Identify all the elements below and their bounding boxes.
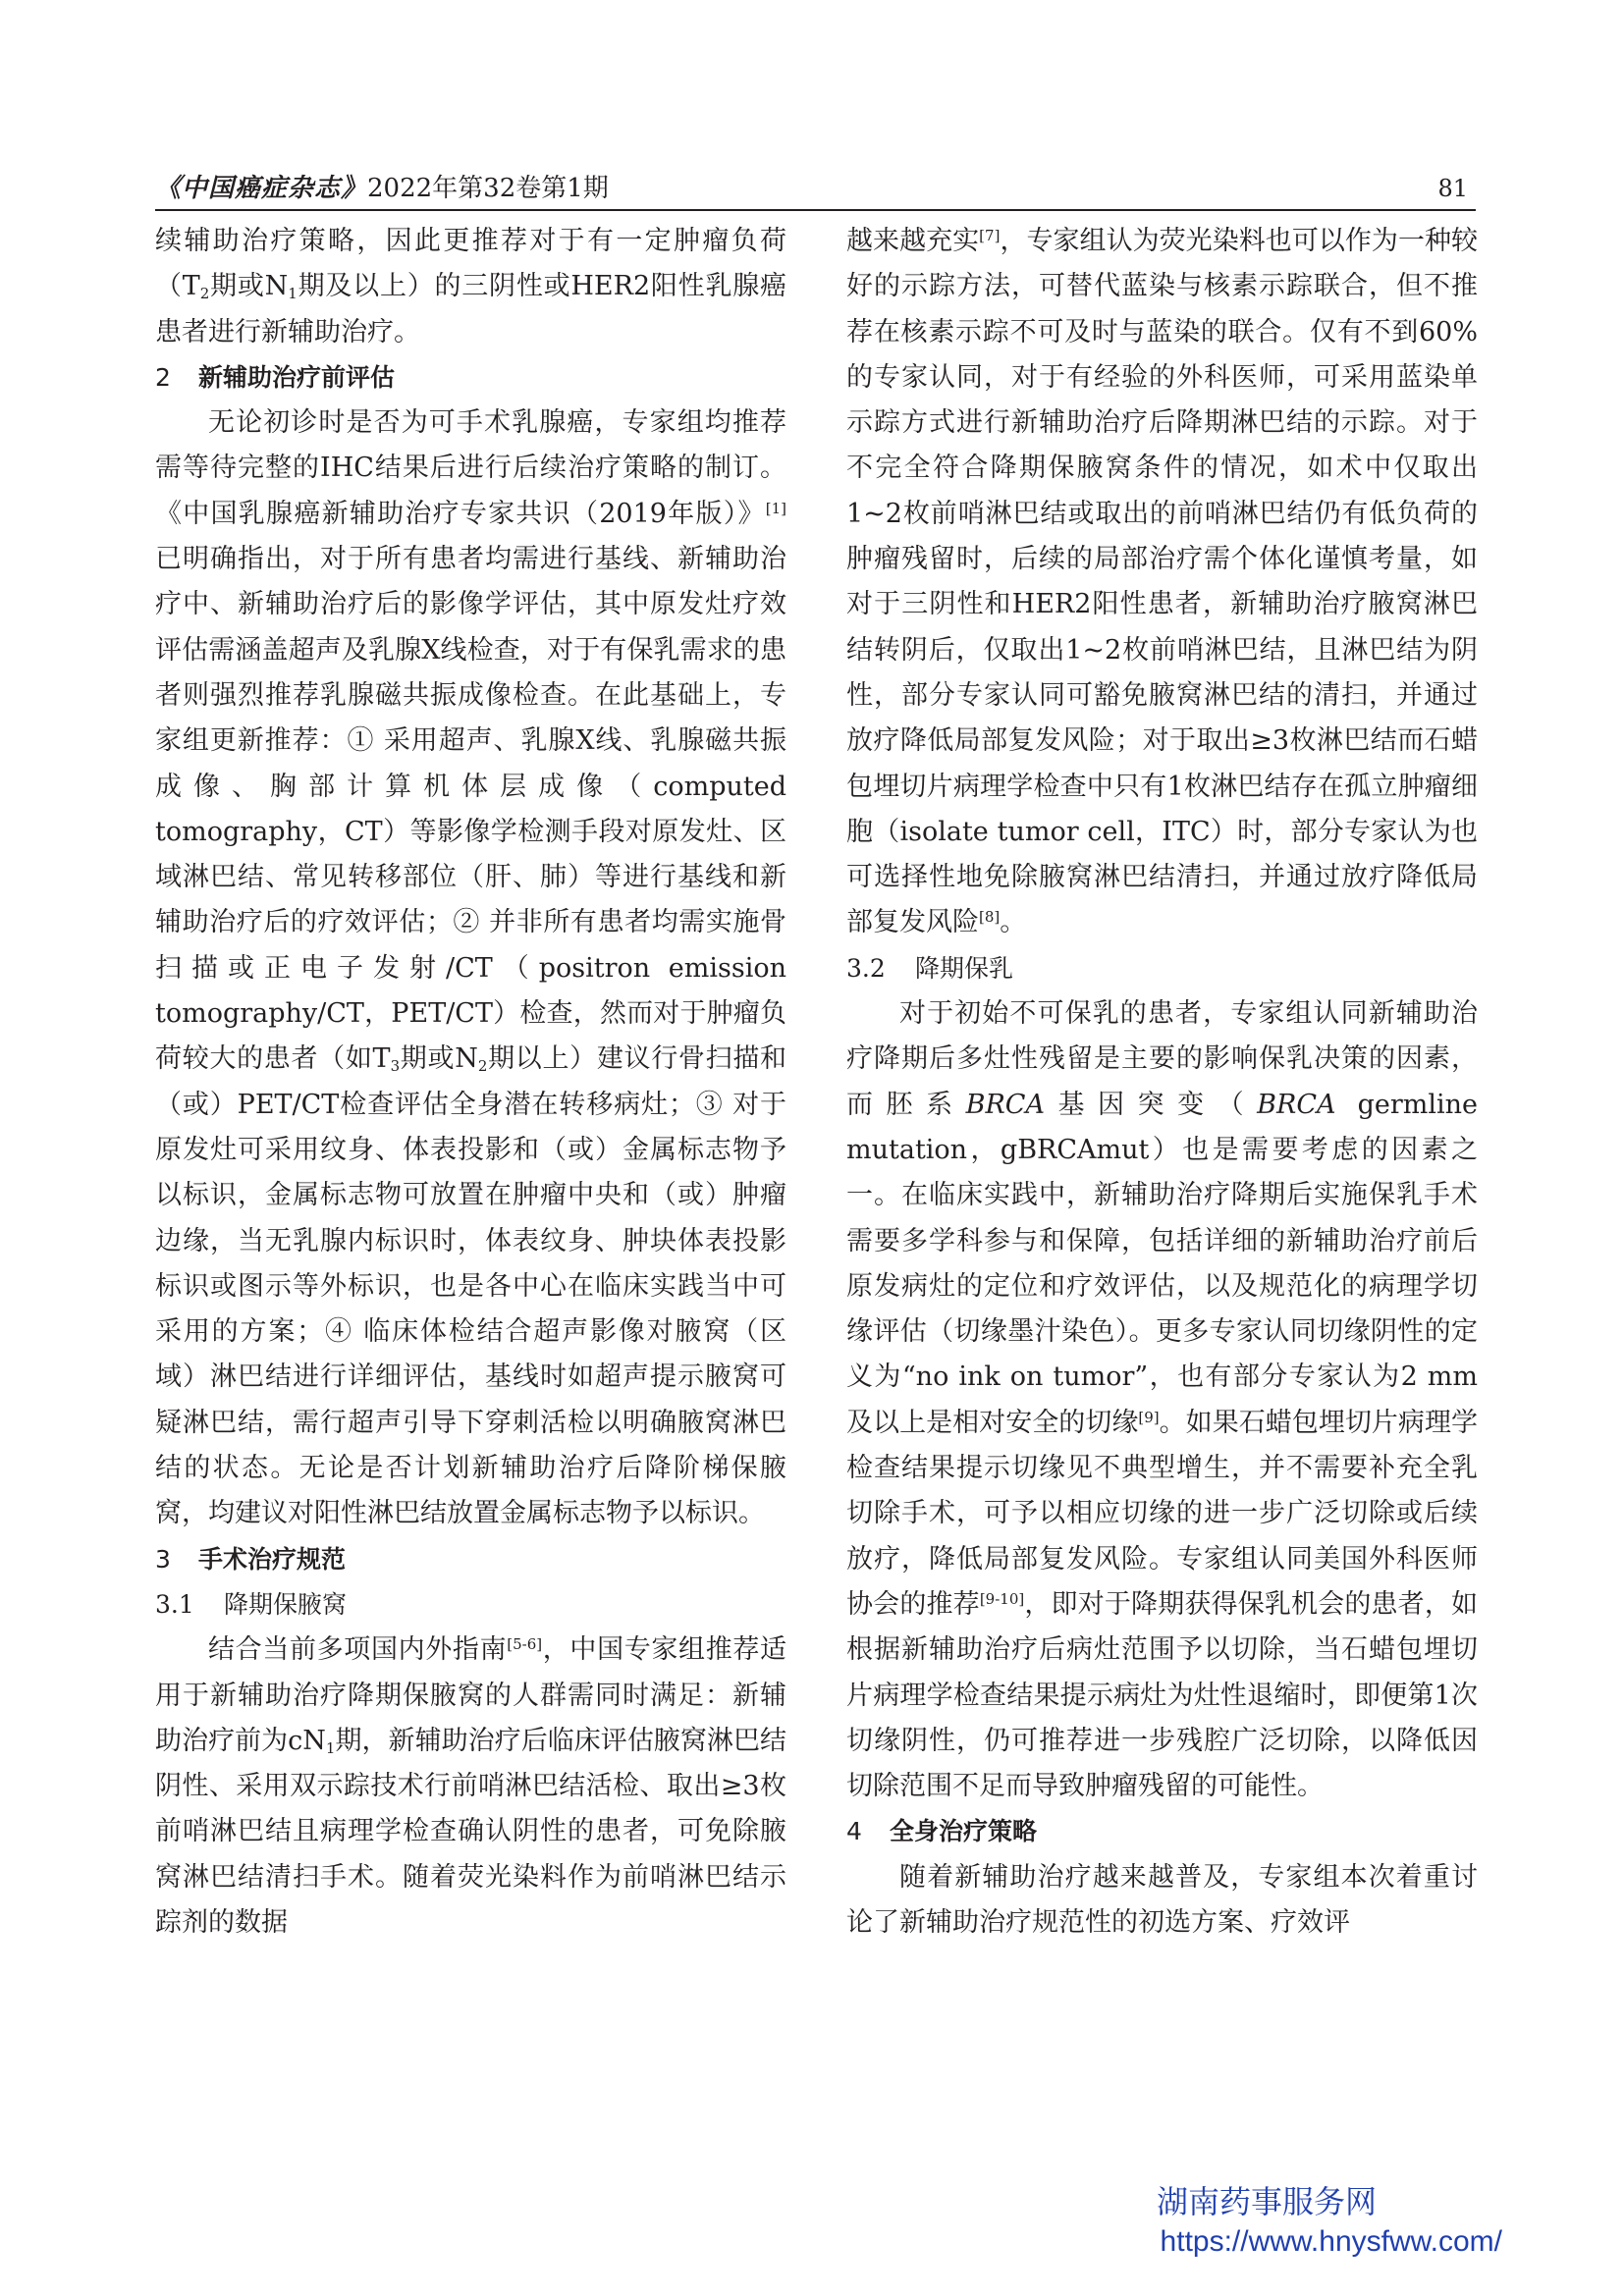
section-heading-3: 3 手术治疗规范 [155, 1544, 347, 1574]
citation-link[interactable]: [8] [979, 908, 1001, 927]
left-column [155, 219, 786, 1946]
section-heading-2: 2 新辅助治疗前评估 [155, 362, 396, 392]
citation-link[interactable]: [9] [1138, 1408, 1160, 1426]
watermark-url[interactable]: https://www.hnysfww.com/ [1160, 2225, 1502, 2258]
paragraph: 续辅助治疗策略，因此更推荐对于有一定肿瘤负荷（$T_2$期或$N_1$期及以上）的三阴性或HER2阳性乳腺癌患者进行新辅助治疗。 [155, 226, 787, 347]
paragraph: 无论初诊时是否为可手术乳腺癌，专家组均推荐需等待完整的IHC结果后进行后续治疗策略的制订。《中国乳腺癌新辅助治疗专家共识（2019年版）》[1]已明确指出，对于所有患者均需进行基线、新辅助治疗中、新辅助治疗后的影像学评估，其中原发灶疗效评估需涵盖超声及乳腺X线检查，对于有保乳需求的患者则强烈推荐乳腺磁共振成像检查。在此基础上，专家组更新推荐：① 采用超声、乳腺X线、乳腺磁共振成像、胸部计算机体层成像（computed tomography，CT）等影像学检测手段对原发灶、区域淋巴结、常见转移部位（肝、肺）等进行基线和新辅助治疗后的疗效评估；② 并非所有患者均需实施骨扫描或正电子发射/CT（positron emission tomography/CT，PET/CT）检查，然而对于肿瘤负荷较大的患者（如$T_3$期或$N_2$期以上）建议行骨扫描和（或）PET/CT检查评估全身潜在转移病灶；③ 对于原发灶可采用纹身、体表投影和（或）金属标志物予以标识，金属标志物可放置在肿瘤中央和（或）肿瘤边缘，当无乳腺内标识时，体表纹身、肿块体表投影标识或图示等外标识，也是各中心在临床实践当中可采用的方案；④ 临床体检结合超声影像对腋窝（区域）淋巴结进行详细评估，基线时如超声提示腋窝可疑淋巴结，需行超声引导下穿刺活检以明确腋窝淋巴结的状态。无论是否计划新辅助治疗后降阶梯保腋窝，均建议对阳性淋巴结放置金属标志物予以标识。 [155, 407, 787, 1529]
citation-link[interactable]: [5-6] [507, 1635, 543, 1654]
paragraph: 对于初始不可保乳的患者，专家组认同新辅助治疗降期后多灶性残留是主要的影响保乳决策的因素，而胚系BRCA基因突变（BRCA germline mutation，gBRCAmut）也是需要考虑的因素之一。在临床实践中，新辅助治疗降期后实施保乳手术需要多学科参与和保障，包括详细的新辅助治疗前后原发病灶的定位和疗效评估，以及规范化的病理学切缘评估（切缘墨汁染色）。更多专家认同切缘阴性的定义为“no ink on tumor”，也有部分专家认为2 mm及以上是相对安全的切缘[9]。如果石蜡包埋切片病理学检查结果提示切缘见不典型增生，并不需要补充全乳切除手术，可予以相应切缘的进一步广泛切除或后续放疗，降低局部复发风险。专家组认同美国外科医师协会的推荐[9-10]，即对于降期获得保乳机会的患者，如根据新辅助治疗后病灶范围予以切除，当石蜡包埋切片病理学检查结果提示病灶为灶性退缩时，即便第1次切缘阴性，仍可推荐进一步残腔广泛切除，以降低因切除范围不足而导致肿瘤残留的可能性。 [846, 998, 1479, 1802]
citation-link[interactable]: [9-10] [979, 1589, 1025, 1608]
journal-name: 《中国癌症杂志》 [155, 174, 368, 203]
watermark [1041, 2181, 1502, 2262]
page-number: 81 [1437, 175, 1468, 202]
running-header [155, 173, 1476, 204]
section-heading-4: 4 全身治疗策略 [846, 1817, 1038, 1846]
right-column [846, 219, 1478, 1946]
watermark-site-name: 湖南药事服务网 [1156, 2183, 1377, 2220]
subsection-heading-3-2: 3.2 降期保乳 [846, 953, 1014, 983]
paragraph: 越来越充实[7]，专家组认为荧光染料也可以作为一种较好的示踪方法，可替代蓝染与核素示踪联合，但不推荐在核素示踪不可及时与蓝染的联合。仅有不到60%的专家认同，对于有经验的外科医师，可采用蓝染单示踪方式进行新辅助治疗后降期淋巴结的示踪。对于不完全符合降期保腋窝条件的情况，如术中仅取出1~2枚前哨淋巴结或取出的前哨淋巴结仍有低负荷的肿瘤残留时，后续的局部治疗需个体化谨慎考量，如对于三阴性和HER2阳性患者，新辅助治疗腋窝淋巴结转阴后，仅取出1~2枚前哨淋巴结，且淋巴结为阴性，部分专家认同可豁免腋窝淋巴结的清扫，并通过放疗降低局部复发风险；对于取出≥3枚淋巴结而石蜡包埋切片病理学检查中只有1枚淋巴结存在孤立肿瘤细胞（isolate tumor cell，ITC）时，部分专家认为也可选择性地免除腋窝淋巴结清扫，并通过放疗降低局部复发风险[8]。 [846, 226, 1479, 938]
paragraph: 结合当前多项国内外指南[5-6]，中国专家组推荐适用于新辅助治疗降期保腋窝的人群需同时满足：新辅助治疗前为$cN_1$期，新辅助治疗后临床评估腋窝淋巴结阴性、采用双示踪技术行前哨淋巴结活检、取出≥3枚前哨淋巴结且病理学检查确认阴性的患者，可免除腋窝淋巴结清扫手术。随着荧光染料作为前哨淋巴结示踪剂的数据 [155, 1634, 787, 1938]
issue-info: 2022年第32卷第1期 [367, 174, 609, 203]
paragraph: 随着新辅助治疗越来越普及，专家组本次着重讨论了新辅助治疗规范性的初选方案、疗效评 [846, 1861, 1478, 1938]
header-rule [155, 209, 1476, 211]
header-title [155, 173, 609, 204]
citation-link[interactable]: [1] [765, 499, 786, 517]
citation-link[interactable]: [7] [979, 227, 1001, 244]
subsection-heading-3-1: 3.1 降期保腋窝 [155, 1589, 348, 1619]
